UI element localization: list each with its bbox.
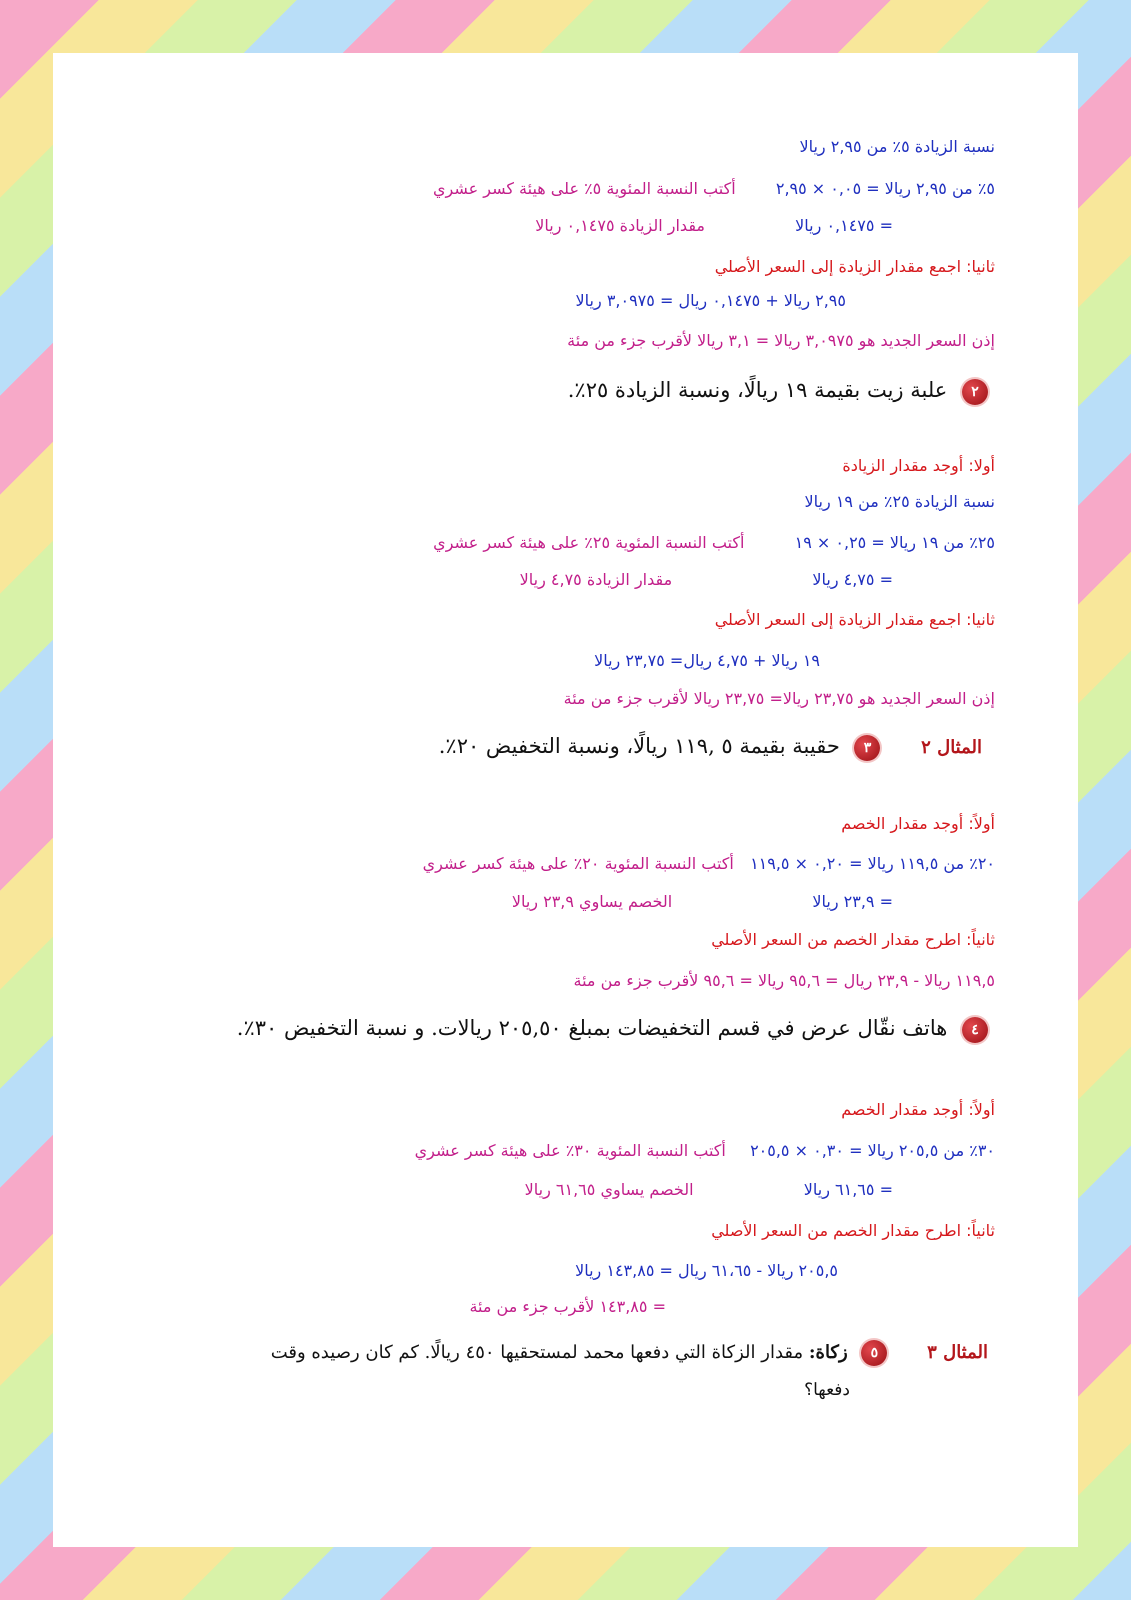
s1-calc: ٥٪ من ٢,٩٥ ريالا = ٠,٠٥ × ٢,٩٥ <box>775 179 995 198</box>
s2-increase-rate: نسبة الزيادة ٢٥٪ من ١٩ ريالا <box>804 492 995 511</box>
s4-rounded: = ١٤٣,٨٥ لأقرب جزء من مئة <box>469 1297 666 1316</box>
s1-step2: ثانيا: اجمع مقدار الزيادة إلى السعر الأصلي <box>714 257 995 276</box>
s2-result-row <box>520 569 893 591</box>
problem-3 <box>439 731 982 763</box>
worksheet-page <box>53 53 1078 1547</box>
s1-result: = ٠,١٤٧٥ ريالا <box>795 216 893 235</box>
s1-increase-rate: نسبة الزيادة ٥٪ من ٢,٩٥ ريالا <box>799 137 995 156</box>
s3-result: = ٢٣,٩ ريالا <box>812 892 893 911</box>
problem-3-text: حقيبة بقيمة ٥ ,١١٩ ريالًا، ونسبة التخفيض ٢٠٪. <box>438 734 840 758</box>
s2-result-note: مقدار الزيادة ٤,٧٥ ريالا <box>519 570 673 589</box>
problem-number-badge: ٣ <box>854 735 880 761</box>
s2-result: = ٤,٧٥ ريالا <box>812 570 893 589</box>
s4-result-row <box>525 1179 893 1201</box>
s3-result-note: الخصم يساوي ٢٣,٩ ريالا <box>511 892 673 911</box>
s3-calc: ٢٠٪ من ١١٩,٥ ريالا = ٠,٢٠ × ١١٩,٥ <box>750 854 995 873</box>
problem-2 <box>568 375 988 405</box>
s2-sum: ١٩ ريالا + ٤,٧٥ ريال= ٢٣,٧٥ ريالا <box>594 651 820 670</box>
problem-number-badge: ٥ <box>861 1340 887 1366</box>
s4-step2: ثانياً: اطرح مقدار الخصم من السعر الأصلي <box>711 1221 995 1240</box>
s3-step1: أولاً: أوجد مقدار الخصم <box>841 814 995 833</box>
s1-sum: ٢,٩٥ ريالا + ٠,١٤٧٥ ريال = ٣,٠٩٧٥ ريالا <box>575 291 846 310</box>
s1-hint: أكتب النسبة المئوية ٥٪ على هيئة كسر عشري <box>432 179 736 198</box>
s4-hint: أكتب النسبة المئوية ٣٠٪ على هيئة كسر عشري <box>414 1141 726 1160</box>
problem-number-badge: ٢ <box>962 379 988 405</box>
s3-result-row <box>512 891 893 913</box>
problem-4-text: هاتف نقّال عرض في قسم التخفيضات بمبلغ ٢٠٥,٥٠ ريالات. و نسبة التخفيض ٣٠٪. <box>236 1016 948 1040</box>
problem-number-badge: ٤ <box>962 1017 988 1043</box>
s3-calc-row <box>423 853 995 875</box>
s1-result-note: مقدار الزيادة ٠,١٤٧٥ ريالا <box>535 216 705 235</box>
s1-result-row <box>535 215 893 237</box>
s3-step2: ثانياً: اطرح مقدار الخصم من السعر الأصلي <box>711 930 995 949</box>
s2-conclusion: إذن السعر الجديد هو ٢٣,٧٥ ريالا= ٢٣,٧٥ ريالا لأقرب جزء من مئة <box>563 689 995 708</box>
s4-calc: ٣٠٪ من ٢٠٥,٥ ريالا = ٠,٣٠ × ٢٠٥,٥ <box>750 1141 995 1160</box>
s2-step2: ثانيا: اجمع مقدار الزيادة إلى السعر الأصلي <box>714 610 995 629</box>
s4-calc-row <box>415 1140 995 1162</box>
problem-5-text: مقدار الزكاة التي دفعها محمد لمستحقيها ٤٥٠ ريالًا. كم كان رصيده وقت <box>270 1342 804 1363</box>
problem-5 <box>271 1338 988 1368</box>
example-label: المثال ٣ <box>927 1342 988 1363</box>
example-label: المثال ٢ <box>921 737 982 758</box>
s4-step1: أولاً: أوجد مقدار الخصم <box>841 1100 995 1119</box>
s1-calc-row <box>433 178 995 200</box>
problem-5-keyword: زكاة: <box>808 1342 848 1363</box>
problem-4 <box>237 1013 988 1043</box>
problem-2-text: علبة زيت بقيمة ١٩ ريالًا، ونسبة الزيادة ٢٥٪. <box>567 378 948 402</box>
s2-calc-row <box>433 532 995 554</box>
s2-calc: ٢٥٪ من ١٩ ريالا = ٠,٢٥ × ١٩ <box>794 533 995 552</box>
s2-hint: أكتب النسبة المئوية ٢٥٪ على هيئة كسر عشري <box>433 533 745 552</box>
s4-result: = ٦١,٦٥ ريالا <box>803 1180 893 1199</box>
s4-subtraction: ٢٠٥,٥ ريالا - ٦١،٦٥ ريال = ١٤٣,٨٥ ريالا <box>575 1261 838 1280</box>
problem-5-continuation: دفعها؟ <box>804 1380 850 1400</box>
s2-step1: أولا: أوجد مقدار الزيادة <box>842 456 995 475</box>
s1-conclusion: إذن السعر الجديد هو ٣,٠٩٧٥ ريالا = ٣,١ ريالا لأقرب جزء من مئة <box>567 331 995 350</box>
s3-hint: أكتب النسبة المئوية ٢٠٪ على هيئة كسر عشري <box>422 854 734 873</box>
s3-subtraction: ١١٩,٥ ريالا - ٢٣,٩ ريال = ٩٥,٦ ريالا = ٩٥,٦ لأقرب جزء من مئة <box>573 971 995 990</box>
s4-result-note: الخصم يساوي ٦١,٦٥ ريالا <box>524 1180 694 1199</box>
